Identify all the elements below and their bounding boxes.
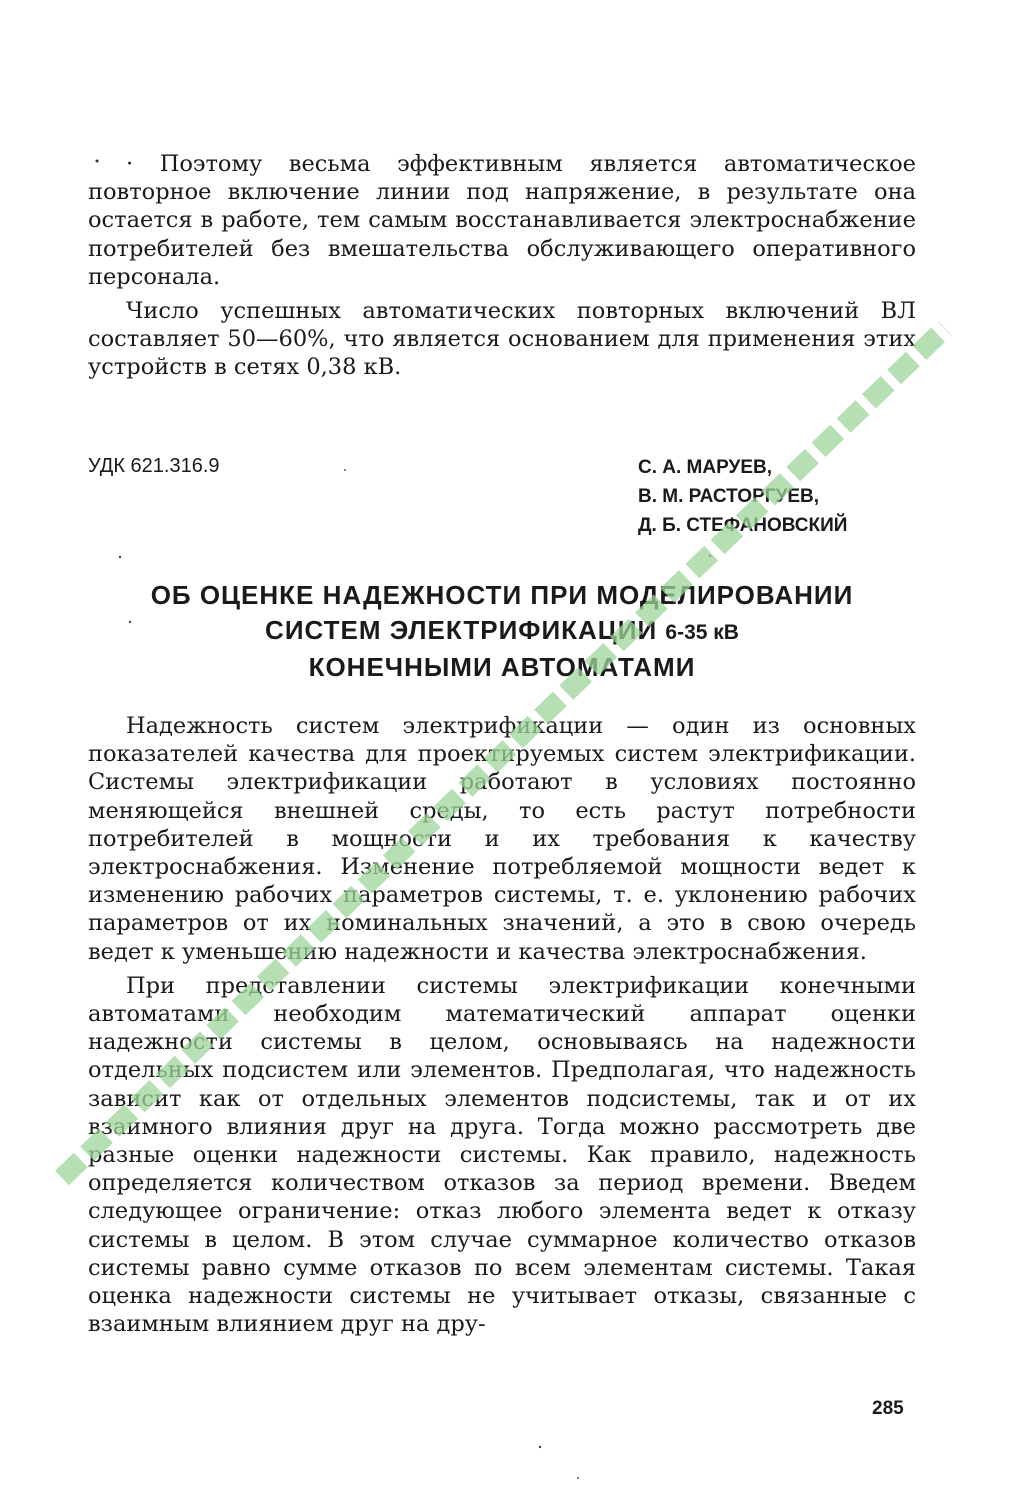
author-name: В. М. РАСТОРГУЕВ, bbox=[638, 486, 820, 507]
author-name: С. А. МАРУЕВ, bbox=[638, 457, 773, 478]
title-line-3: КОНЕЧНЫМИ АВТОМАТАМИ bbox=[308, 652, 696, 682]
body-paragraph-1: Надежность систем электрификации — один из основных показателей качества для проектируемых систем электрификации. Системы электрификации работают в условиях постоянно меняющейся внешней среды, то есть растут потребности потребителей в мощности и их требования к качеству электроснабжения. Изменение потребляемой мощности ведет к изменению рабочих параметров системы, т. е. уклонению рабочих параметров от их номинальных значений, а это в свою очередь ведет к уменьшению надежности и качества электроснабжения. bbox=[88, 713, 916, 965]
author-name: Д. Б. СТЕФАНОВСКИЙ bbox=[638, 515, 848, 536]
author-list bbox=[638, 453, 847, 540]
intro-paragraph-1: · Поэтому весьма эффективным является автоматическое повторное включение линии под напряжение, в результате она остается в работе, тем самым восстанавливается электроснабжение потребителей без вмешательства обслуживающего оперативного персонала. bbox=[88, 151, 916, 290]
article-body bbox=[88, 712, 916, 1338]
title-line-2 bbox=[88, 613, 916, 650]
udk-code: УДК 621.316.9 bbox=[88, 455, 220, 477]
title-line-1: ОБ ОЦЕНКЕ НАДЕЖНОСТИ ПРИ МОДЕЛИРОВАНИИ bbox=[150, 580, 854, 610]
intro-text bbox=[88, 150, 916, 382]
title-voltage: 6-35 кВ bbox=[665, 621, 739, 644]
article-title bbox=[88, 578, 916, 685]
page-number: 285 bbox=[872, 1398, 904, 1419]
intro-paragraph-2: Число успешных автоматических повторных включений ВЛ составляет 50—60%, что является основанием для применения этих устройств в сетях 0,38 кВ. bbox=[88, 298, 916, 381]
title-line-2-text: СИСТЕМ ЭЛЕКТРИФИКАЦИИ bbox=[265, 615, 658, 645]
body-paragraph-2: При представлении системы электрификации конечными автоматами необходим математический аппарат оценки надежности системы в целом, основываясь на надежности отдельных подсистем или элементов. Предполагая, что надежность зависит как от отдельных элементов подсистемы, так и от их взаимного влияния друг на друга. Тогда можно рассмотреть две разные оценки надежности системы. Как правило, надежность определяется количеством отказов за период времени. Введем следующее ограничение: отказ любого элемента ведет к отказу системы в целом. В этом случае суммарное количество отказов системы равно сумме отказов по всем элементам системы. Такая оценка надежности системы не учитывает отказы, связанные с взаимным влиянием друг на дру- bbox=[88, 972, 916, 1338]
